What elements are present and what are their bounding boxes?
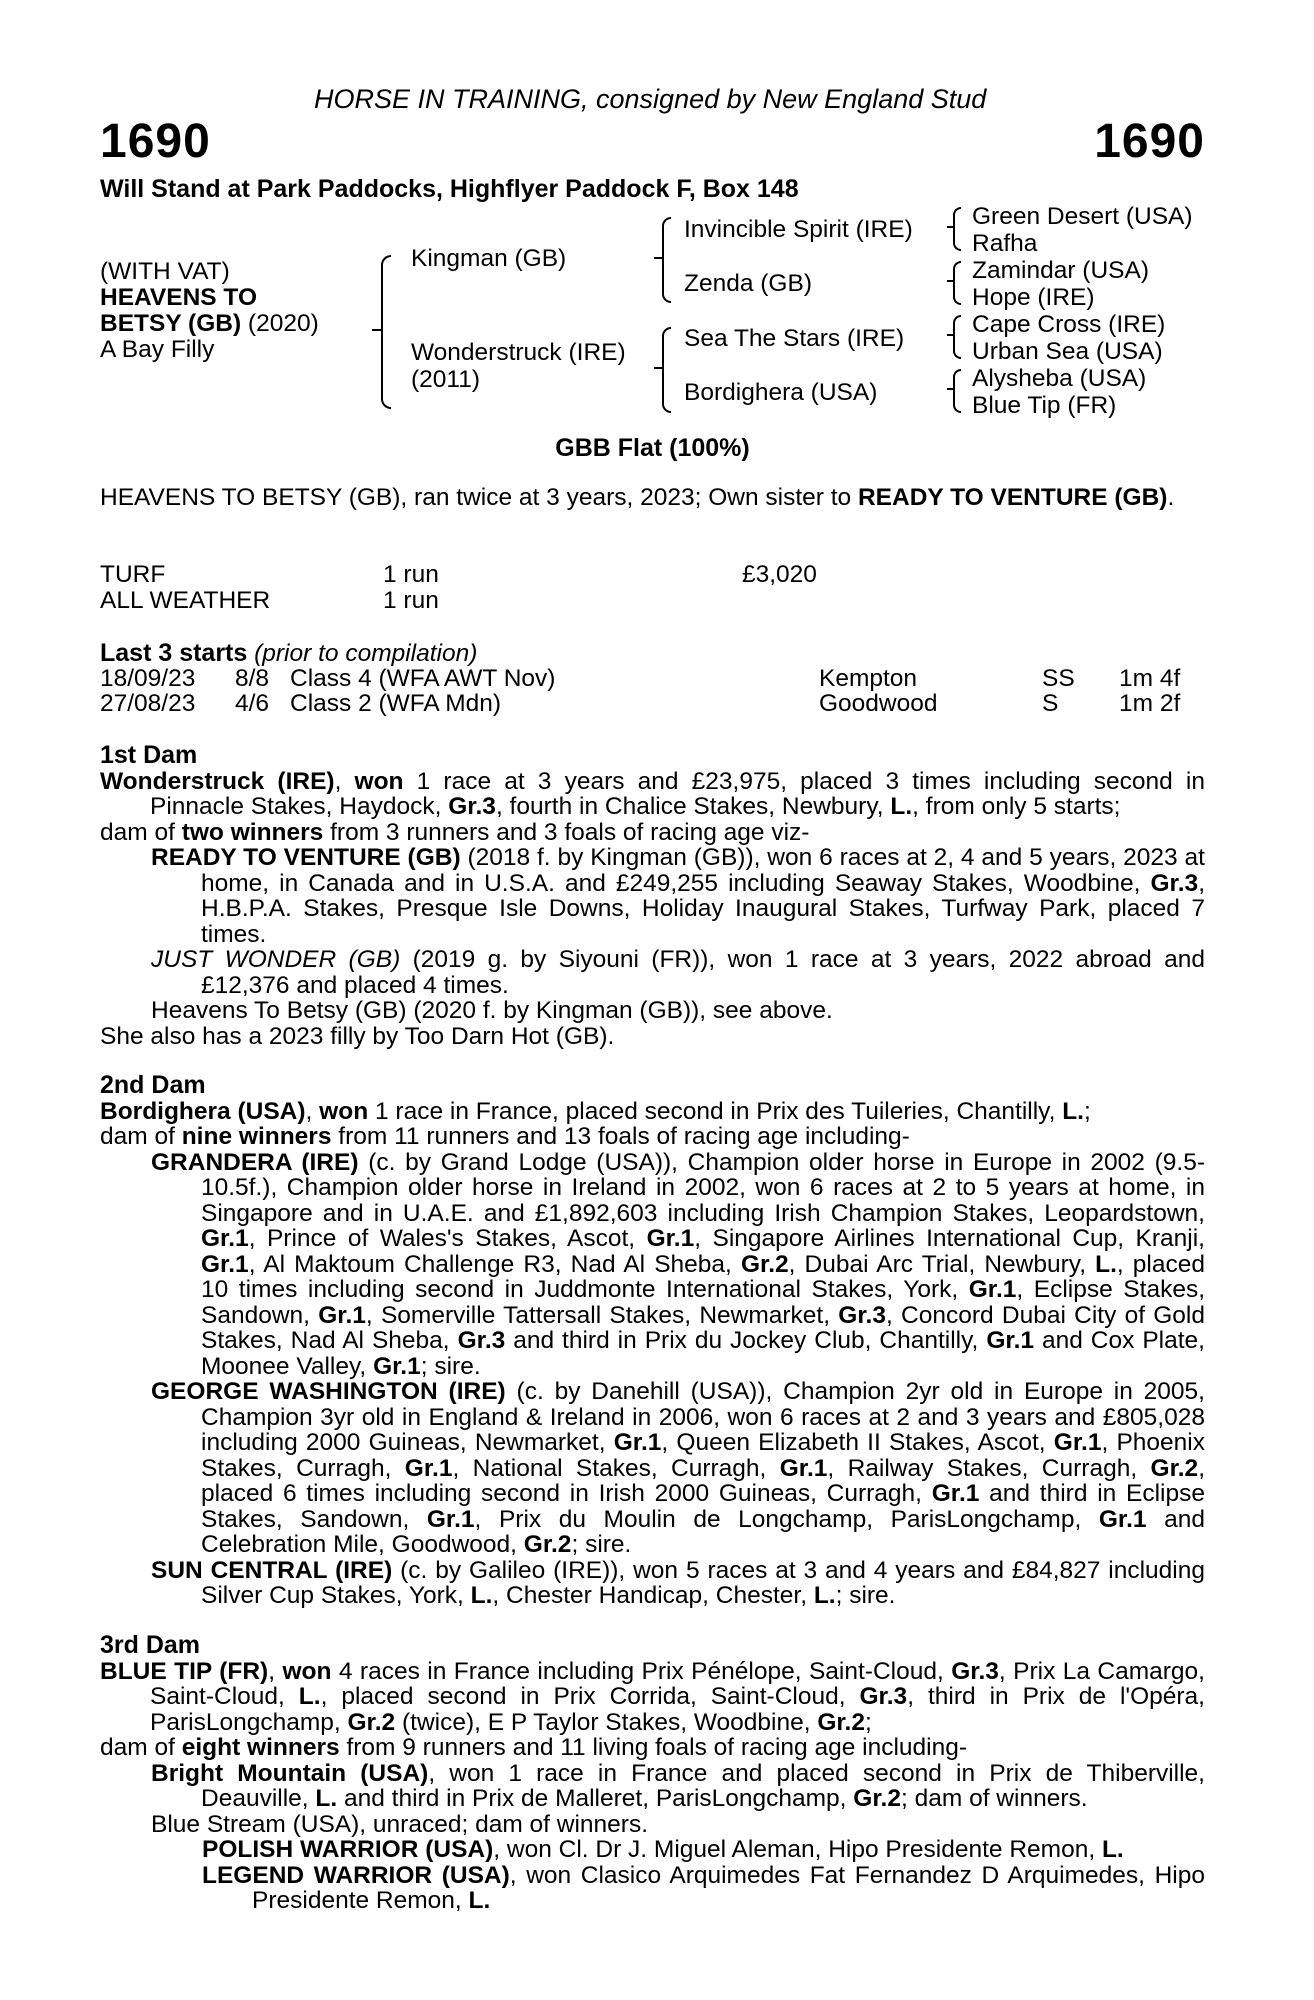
third-dam-section [100, 1633, 1205, 1914]
first-dam-produce-summary: dam of two winners from 3 runners and 3 foals of racing age viz- [100, 818, 810, 846]
horse-description: A Bay Filly [100, 336, 215, 363]
ancestor-6: Urban Sea (USA) [972, 338, 1163, 365]
record-surface: ALL WEATHER [100, 587, 271, 614]
produce-entry: POLISH WARRIOR (USA), won Cl. Dr J. Miguel Aleman, Hipo Presidente Remon, L. [202, 1836, 1124, 1863]
horse-info [100, 259, 319, 363]
produce-entry: SUN CENTRAL (IRE) (c. by Galileo (IRE)), won 5 races at 3 and 4 years and £84,827 including Silver Cup Stakes, York, L., Chester Handicap, Chester, L.; sire. [151, 1556, 1205, 1609]
start-position: 4/6 [235, 690, 270, 717]
sire: Kingman (GB) [411, 245, 567, 272]
start-distance: 1m 2f [1119, 690, 1181, 717]
lot-number-left: 1690 [100, 115, 211, 168]
horse-name-line1: HEAVENS TO [100, 284, 258, 311]
ancestor-2: Rafha [972, 230, 1038, 257]
produce-entry: GEORGE WASHINGTON (IRE) (c. by Danehill (USA)), Champion 2yr old in Europe in 2005, Champion 3yr old in England & Ireland in 2006, won 6 races at 2 and 3 years and £805,028 including 2000 Guineas, Newmarket, Gr.1, Queen Elizabeth II Stakes, Ascot, Gr.1, Phoenix Stakes, Curragh, Gr.1, National Stakes, Curragh, Gr.1, Railway Stakes, Curragh, Gr.2, placed 6 times including second in Irish 2000 Guineas, Curragh, Gr.1 and third in Eclipse Stakes, Sandown, Gr.1, Prix du Moulin de Longchamp, ParisLongchamp, Gr.1 and Celebration Mile, Goodwood, Gr.2; sire. [151, 1378, 1206, 1558]
start-going: SS [1042, 665, 1075, 692]
produce-entry: LEGEND WARRIOR (USA), won Clasico Arquimedes Fat Fernandez D Arquimedes, Hipo Presidente Remon, L. [202, 1861, 1205, 1914]
stand-location: Will Stand at Park Paddocks, Highflyer Paddock F, Box 148 [100, 175, 799, 203]
ancestor-8: Blue Tip (FR) [972, 392, 1117, 419]
ancestor-4: Hope (IRE) [972, 284, 1095, 311]
brace-dam [662, 327, 671, 413]
last-starts-title: Last 3 starts [100, 639, 248, 667]
sire-sire: Invincible Spirit (IRE) [684, 216, 913, 243]
sire-dam: Zenda (GB) [684, 270, 812, 297]
ancestor-1: Green Desert (USA) [972, 203, 1193, 230]
dam-sire: Sea The Stars (IRE) [684, 325, 905, 352]
third-dam-heading: 3rd Dam [100, 1631, 201, 1659]
third-dam-record: BLUE TIP (FR), won 4 races in France including Prix Pénélope, Saint-Cloud, Gr.3, Prix La Camargo, Saint-Cloud, L., placed second in Prix Corrida, Saint-Cloud, Gr.3, third in Prix de l'Opéra, ParisLongchamp, Gr.2 (twice), E P Taylor Stakes, Woodbine, Gr.2; [100, 1657, 1205, 1736]
gbb-rating: GBB Flat (100%) [555, 434, 750, 462]
second-dam-heading: 2nd Dam [100, 1071, 206, 1099]
start-date: 18/09/23 [100, 665, 196, 692]
second-dam-section [100, 1073, 1205, 1609]
produce-entry: GRANDERA (IRE) (c. by Grand Lodge (USA)), Champion older horse in Europe in 2002 (9.5-10.5f.), Champion older horse in Ireland in 2002, won 6 races at 2 to 5 years at home, in Singapore and in U.A.E. and £1,892,603 including Irish Champion Stakes, Leopardstown, Gr.1, Prince of Wales's Stakes, Ascot, Gr.1, Singapore Airlines International Cup, Kranji, Gr.1, Al Maktoum Challenge R3, Nad Al Sheba, Gr.2, Dubai Arc Trial, Newbury, L., placed 10 times including second in Juddmonte International Stakes, York, Gr.1, Eclipse Stakes, Sandown, Gr.1, Somerville Tattersall Stakes, Newmarket, Gr.3, Concord Dubai City of Gold Stakes, Nad Al Sheba, Gr.3 and third in Prix du Jockey Club, Chantilly, Gr.1 and Cox Plate, Moonee Valley, Gr.1; sire. [151, 1148, 1206, 1380]
start-course: Goodwood [819, 690, 938, 717]
ancestor-5: Cape Cross (IRE) [972, 311, 1166, 338]
last-starts-note: (prior to compilation) [247, 640, 478, 667]
record-surface: TURF [100, 561, 166, 588]
first-dam-record: Wonderstruck (IRE), won 1 race at 3 years and £23,975, placed 3 times including second in Pinnacle Stakes, Haydock, Gr.3, fourth in Chalice Stakes, Newbury, L., from only 5 starts; [100, 767, 1205, 820]
start-distance: 1m 4f [1119, 665, 1181, 692]
lot-number-right: 1690 [1094, 115, 1205, 168]
dam-year: (2011) [411, 366, 481, 393]
vat-label: (WITH VAT) [100, 258, 230, 285]
horse-year: (2020) [241, 310, 319, 337]
second-dam-record: Bordighera (USA), won 1 race in France, placed second in Prix des Tuileries, Chantilly, L.; [100, 1097, 1091, 1125]
produce-entry: READY TO VENTURE (GB) (2018 f. by Kingman (GB)), won 6 races at 2, 4 and 5 years, 2023 at home, in Canada and in U.S.A. and £249,255 including Seaway Stakes, Woodbine, Gr.3, H.B.P.A. Stakes, Presque Isle Downs, Holiday Inaugural Stakes, Turfway Park, placed 7 times. [151, 844, 1205, 948]
dam-dam: Bordighera (USA) [684, 379, 878, 406]
dam: Wonderstruck (IRE) [411, 339, 626, 366]
brace-main [381, 255, 391, 409]
start-going: S [1042, 690, 1059, 717]
record-runs: 1 run [383, 561, 439, 588]
brace-sire [662, 217, 671, 303]
horse-name-line2: BETSY (GB) [100, 310, 242, 337]
third-dam-produce-summary: dam of eight winners from 9 runners and 11 living foals of racing age including- [100, 1734, 968, 1761]
produce-entry: JUST WONDER (GB) (2019 g. by Siyouni (FR)), won 1 race at 3 years, 2022 abroad and £12,376 and placed 4 times. [151, 946, 1205, 999]
start-race: Class 4 (WFA AWT Nov) [290, 665, 556, 692]
produce-entry: Blue Stream (USA), unraced; dam of winners. [151, 1810, 649, 1838]
start-course: Kempton [819, 665, 918, 692]
second-dam-produce-summary: dam of nine winners from 11 runners and 13 foals of racing age including- [100, 1123, 910, 1150]
start-race: Class 2 (WFA Mdn) [290, 690, 502, 717]
record-runs: 1 run [383, 587, 439, 614]
produce-note: She also has a 2023 filly by Too Darn Hot (GB). [100, 1022, 615, 1050]
produce-entry: Heavens To Betsy (GB) (2020 f. by Kingman (GB)), see above. [151, 997, 833, 1024]
first-dam-section [100, 743, 1205, 1049]
ancestor-7: Alysheba (USA) [972, 365, 1147, 392]
ancestor-3: Zamindar (USA) [972, 257, 1149, 284]
start-date: 27/08/23 [100, 690, 196, 717]
first-dam-heading: 1st Dam [100, 741, 198, 769]
record-prize: £3,020 [742, 561, 817, 588]
race-summary: HEAVENS TO BETSY (GB), ran twice at 3 years, 2023; Own sister to READY TO VENTURE (GB). [100, 484, 1175, 511]
consignment-line: HORSE IN TRAINING, consigned by New England Stud [314, 84, 987, 114]
start-position: 8/8 [235, 665, 270, 692]
produce-entry: Bright Mountain (USA), won 1 race in France and placed second in Prix de Thiberville, Deauville, L. and third in Prix de Malleret, ParisLongchamp, Gr.2; dam of winners. [151, 1759, 1205, 1812]
